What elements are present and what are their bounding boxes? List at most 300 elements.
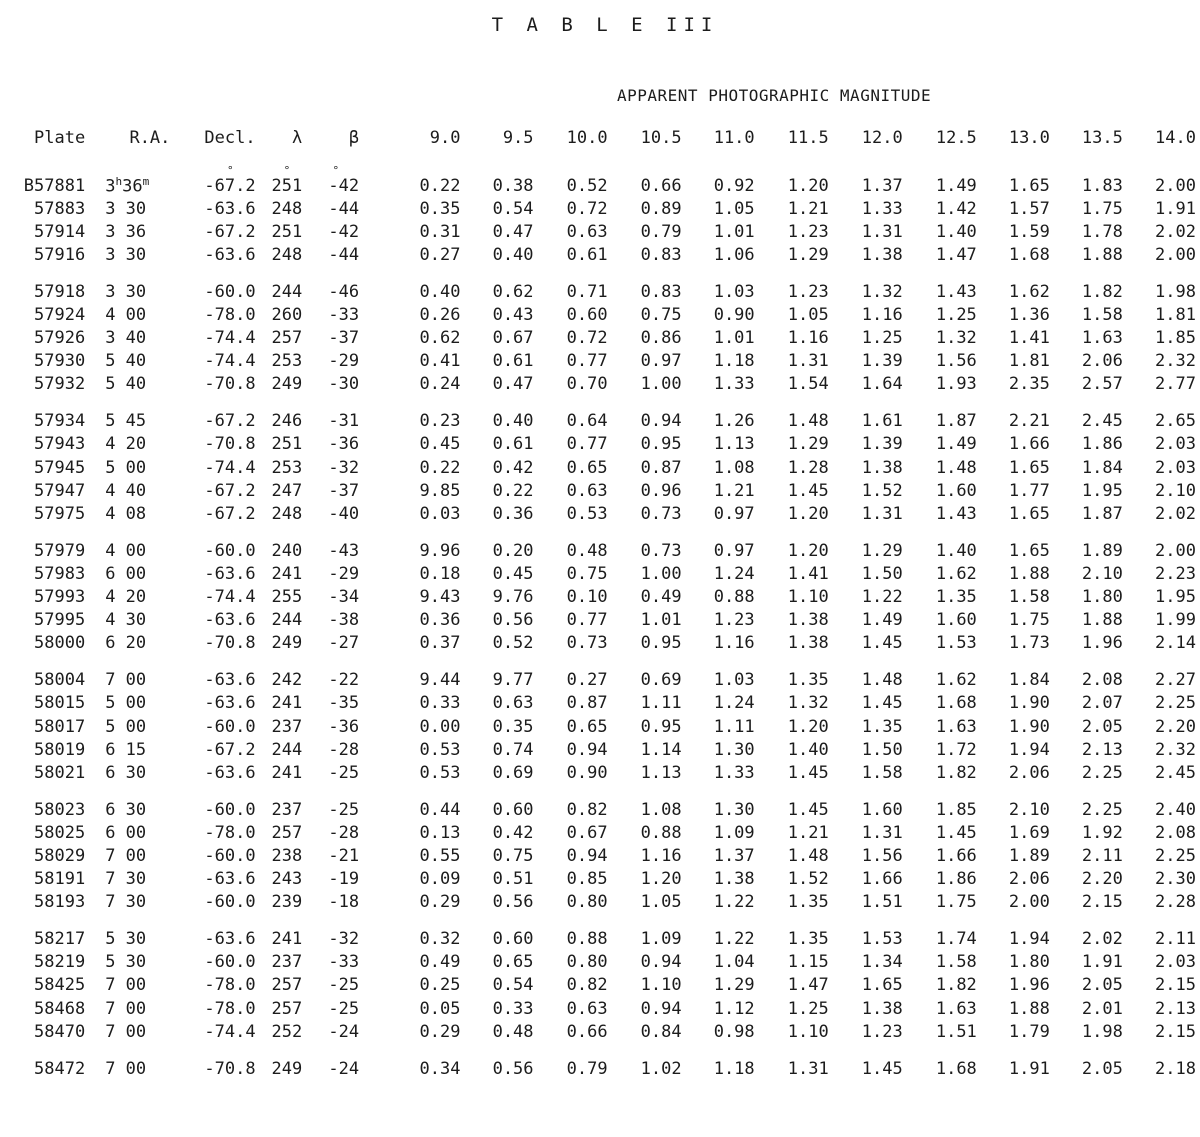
magnitude-cell: 1.50 bbox=[861, 739, 903, 760]
magnitude-cell: 0.60 bbox=[492, 799, 534, 820]
magnitude-cell: 0.23 bbox=[419, 411, 461, 432]
table-row bbox=[0, 951, 1196, 974]
magnitude-cell: 2.15 bbox=[1155, 975, 1196, 996]
magnitude-cell: 0.71 bbox=[566, 281, 608, 302]
magnitude-cell: 0.90 bbox=[566, 762, 608, 783]
magnitude-cell: 1.49 bbox=[935, 434, 977, 455]
magnitude-cell: 1.01 bbox=[713, 221, 755, 242]
magnitude-cell: 2.05 bbox=[1081, 975, 1123, 996]
magnitude-cell: 2.08 bbox=[1081, 670, 1123, 691]
magnitude-cell: 1.47 bbox=[935, 244, 977, 265]
magnitude-cell: 1.18 bbox=[713, 1058, 755, 1079]
lambda-cell: 253 bbox=[271, 351, 303, 372]
magnitude-cell: 0.44 bbox=[419, 799, 461, 820]
magnitude-cell: 1.03 bbox=[713, 281, 755, 302]
magnitude-cell: 1.45 bbox=[787, 762, 829, 783]
magnitude-cell: 1.58 bbox=[861, 762, 903, 783]
magnitude-cell: 1.82 bbox=[935, 975, 977, 996]
magnitude-cell: 0.75 bbox=[566, 563, 608, 584]
magnitude-cell: 0.45 bbox=[492, 563, 534, 584]
magnitude-cell: 1.58 bbox=[935, 952, 977, 973]
magnitude-cell: 1.16 bbox=[640, 845, 682, 866]
ra-cell: 6 00 bbox=[105, 563, 147, 584]
magnitude-cell: 1.31 bbox=[861, 221, 903, 242]
decl-cell: -60.0 bbox=[204, 716, 256, 737]
magnitude-cell: 0.88 bbox=[640, 822, 682, 843]
magnitude-cell: 1.08 bbox=[640, 799, 682, 820]
magnitude-cell: 2.03 bbox=[1155, 952, 1196, 973]
magnitude-cell: 0.03 bbox=[419, 503, 461, 524]
magnitude-cell: 1.32 bbox=[935, 328, 977, 349]
magnitude-cell: 0.05 bbox=[419, 998, 461, 1019]
magnitude-cell: 2.10 bbox=[1081, 563, 1123, 584]
decl-cell: -67.2 bbox=[204, 480, 256, 501]
lambda-cell: 246 bbox=[271, 411, 303, 432]
magnitude-cell: 1.13 bbox=[713, 434, 755, 455]
table-row bbox=[0, 586, 1196, 609]
magnitude-cell: 1.48 bbox=[787, 411, 829, 432]
ra-cell: 7 30 bbox=[105, 869, 147, 890]
lambda-cell: 237 bbox=[271, 952, 303, 973]
magnitude-cell: 0.45 bbox=[419, 434, 461, 455]
beta-cell: -35 bbox=[328, 693, 360, 714]
magnitude-cell: 1.29 bbox=[787, 434, 829, 455]
plate-cell: 58019 bbox=[34, 739, 86, 760]
magnitude-cell: 0.95 bbox=[640, 716, 682, 737]
plate-cell: 57883 bbox=[34, 198, 86, 219]
magnitude-cell: 1.09 bbox=[640, 929, 682, 950]
decl-cell: -63.6 bbox=[204, 869, 256, 890]
magnitude-cell: 0.60 bbox=[492, 929, 534, 950]
magnitude-cell: 1.81 bbox=[1155, 305, 1196, 326]
magnitude-cell: 1.92 bbox=[1081, 822, 1123, 843]
plate-cell: 57979 bbox=[34, 540, 86, 561]
magnitude-cell: 0.49 bbox=[640, 587, 682, 608]
magnitude-cell: 1.31 bbox=[787, 1058, 829, 1079]
magnitude-cell: 0.00 bbox=[419, 716, 461, 737]
plate-cell: 57916 bbox=[34, 244, 86, 265]
magnitude-cell: 0.94 bbox=[640, 952, 682, 973]
decl-cell: -74.4 bbox=[204, 457, 256, 478]
magnitude-cell: 1.80 bbox=[1081, 587, 1123, 608]
magnitude-cell: 0.38 bbox=[492, 175, 534, 196]
magnitude-cell: 1.64 bbox=[861, 374, 903, 395]
magnitude-cell: 1.45 bbox=[787, 799, 829, 820]
magnitude-cell: 1.32 bbox=[787, 693, 829, 714]
magnitude-cell: 0.63 bbox=[566, 221, 608, 242]
table-row bbox=[0, 350, 1196, 373]
magnitude-cell: 1.60 bbox=[935, 610, 977, 631]
magnitude-cell: 1.79 bbox=[1008, 1021, 1050, 1042]
magnitude-cell: 0.43 bbox=[492, 305, 534, 326]
magnitude-cell: 1.68 bbox=[1008, 244, 1050, 265]
beta-cell: -25 bbox=[328, 975, 360, 996]
decl-cell: -74.4 bbox=[204, 328, 256, 349]
magnitude-cell: 1.16 bbox=[861, 305, 903, 326]
magnitude-cell: 1.81 bbox=[1008, 351, 1050, 372]
ra-cell: 7 00 bbox=[105, 1058, 147, 1079]
plate-cell: 57914 bbox=[34, 221, 86, 242]
lambda-cell: 237 bbox=[271, 716, 303, 737]
magnitude-cell: 0.13 bbox=[419, 822, 461, 843]
plate-cell: 58472 bbox=[34, 1058, 86, 1079]
magnitude-cell: 2.32 bbox=[1155, 351, 1196, 372]
plate-cell: 58425 bbox=[34, 975, 86, 996]
magnitude-cell: 1.35 bbox=[861, 716, 903, 737]
magnitude-cell: 0.88 bbox=[566, 929, 608, 950]
lambda-cell: 242 bbox=[271, 670, 303, 691]
magnitude-cell: 1.75 bbox=[1081, 198, 1123, 219]
magnitude-cell: 0.52 bbox=[566, 175, 608, 196]
ra-cell: 7 30 bbox=[105, 892, 147, 913]
magnitude-cell: 2.20 bbox=[1081, 869, 1123, 890]
magnitude-cell: 2.21 bbox=[1008, 411, 1050, 432]
magnitude-cell: 0.73 bbox=[640, 503, 682, 524]
magnitude-cell: 1.25 bbox=[787, 998, 829, 1019]
magnitude-cell: 1.00 bbox=[640, 374, 682, 395]
magnitude-cell: 1.85 bbox=[935, 799, 977, 820]
magnitude-cell: 9.43 bbox=[419, 587, 461, 608]
plate-cell: 57995 bbox=[34, 610, 86, 631]
degree-mark: ° bbox=[226, 164, 234, 177]
magnitude-cell: 1.23 bbox=[787, 221, 829, 242]
ra-cell: 6 15 bbox=[105, 739, 147, 760]
beta-cell: -37 bbox=[328, 328, 360, 349]
magnitude-cell: 0.29 bbox=[419, 1021, 461, 1042]
beta-cell: -31 bbox=[328, 411, 360, 432]
magnitude-cell: 0.67 bbox=[492, 328, 534, 349]
magnitude-cell: 1.59 bbox=[1008, 221, 1050, 242]
magnitude-cell: 1.33 bbox=[861, 198, 903, 219]
table-row bbox=[0, 1020, 1196, 1043]
magnitude-cell: 1.99 bbox=[1155, 610, 1196, 631]
decl-cell: -63.6 bbox=[204, 762, 256, 783]
magnitude-cell: 0.63 bbox=[492, 693, 534, 714]
table-row bbox=[0, 692, 1196, 715]
decl-cell: -78.0 bbox=[204, 305, 256, 326]
magnitude-cell: 2.05 bbox=[1081, 716, 1123, 737]
magnitude-cell: 1.66 bbox=[1008, 434, 1050, 455]
plate-cell: 57918 bbox=[34, 281, 86, 302]
magnitude-cell: 0.61 bbox=[492, 434, 534, 455]
beta-cell: -37 bbox=[328, 480, 360, 501]
beta-cell: -33 bbox=[328, 305, 360, 326]
beta-cell: -44 bbox=[328, 198, 360, 219]
ra-cell: 7 00 bbox=[105, 845, 147, 866]
beta-cell: -38 bbox=[328, 610, 360, 631]
beta-cell: -29 bbox=[328, 351, 360, 372]
magnitude-cell: 1.53 bbox=[861, 929, 903, 950]
magnitude-cell: 2.00 bbox=[1155, 175, 1196, 196]
magnitude-cell: 1.45 bbox=[861, 1058, 903, 1079]
beta-cell: -46 bbox=[328, 281, 360, 302]
magnitude-cell: 1.73 bbox=[1008, 633, 1050, 654]
column-header: R.A. bbox=[129, 128, 171, 148]
decl-cell: -67.2 bbox=[204, 411, 256, 432]
magnitude-cell: 2.57 bbox=[1081, 374, 1123, 395]
magnitude-cell: 1.87 bbox=[935, 411, 977, 432]
beta-cell: -22 bbox=[328, 670, 360, 691]
plate-cell: 57983 bbox=[34, 563, 86, 584]
ra-cell: 5 45 bbox=[105, 411, 147, 432]
table-row bbox=[0, 844, 1196, 867]
magnitude-cell: 0.20 bbox=[492, 540, 534, 561]
plate-cell: 58015 bbox=[34, 693, 86, 714]
magnitude-cell: 0.22 bbox=[419, 175, 461, 196]
magnitude-cell: 2.05 bbox=[1081, 1058, 1123, 1079]
beta-value: -42 bbox=[328, 175, 360, 196]
table-row bbox=[0, 197, 1196, 220]
magnitude-cell: 0.53 bbox=[566, 503, 608, 524]
magnitude-cell: 1.04 bbox=[713, 952, 755, 973]
ra-cell: 6 30 bbox=[105, 799, 147, 820]
magnitude-cell: 9.76 bbox=[492, 587, 534, 608]
column-header: λ bbox=[292, 128, 303, 148]
magnitude-cell: 1.26 bbox=[713, 411, 755, 432]
ra-cell: 4 20 bbox=[105, 587, 147, 608]
magnitude-cell: 0.77 bbox=[566, 610, 608, 631]
table-row bbox=[0, 502, 1196, 525]
magnitude-cell: 1.37 bbox=[713, 845, 755, 866]
magnitude-cell: 1.98 bbox=[1155, 281, 1196, 302]
magnitude-cell: 0.54 bbox=[492, 198, 534, 219]
decl-cell: -67.2 bbox=[204, 739, 256, 760]
lambda-cell: 244 bbox=[271, 281, 303, 302]
column-header: 13.0 bbox=[1008, 128, 1050, 148]
lambda-cell: 249 bbox=[271, 374, 303, 395]
beta-cell: -25 bbox=[328, 799, 360, 820]
lambda-cell: 257 bbox=[271, 998, 303, 1019]
magnitude-cell: 1.43 bbox=[935, 503, 977, 524]
lambda-cell: 243 bbox=[271, 869, 303, 890]
magnitude-cell: 1.65 bbox=[861, 975, 903, 996]
magnitude-cell: 1.84 bbox=[1008, 670, 1050, 691]
magnitude-cell: 1.20 bbox=[787, 175, 829, 196]
magnitude-cell: 1.40 bbox=[935, 540, 977, 561]
magnitude-cell: 1.48 bbox=[861, 670, 903, 691]
plate-cell: 58023 bbox=[34, 799, 86, 820]
table-row bbox=[0, 609, 1196, 632]
lambda-cell: 249 bbox=[271, 633, 303, 654]
magnitude-cell: 1.82 bbox=[1081, 281, 1123, 302]
magnitude-cell: 2.06 bbox=[1008, 762, 1050, 783]
magnitude-cell: 1.08 bbox=[713, 457, 755, 478]
magnitude-cell: 1.82 bbox=[935, 762, 977, 783]
magnitude-cell: 1.45 bbox=[935, 822, 977, 843]
magnitude-cell: 1.75 bbox=[935, 892, 977, 913]
magnitude-cell: 1.88 bbox=[1008, 998, 1050, 1019]
magnitude-cell: 1.91 bbox=[1081, 952, 1123, 973]
magnitude-cell: 0.94 bbox=[640, 411, 682, 432]
decl-cell: -74.4 bbox=[204, 351, 256, 372]
magnitude-cell: 0.82 bbox=[566, 975, 608, 996]
magnitude-cell: 0.84 bbox=[640, 1021, 682, 1042]
magnitude-cell: 2.45 bbox=[1081, 411, 1123, 432]
beta-cell: -18 bbox=[328, 892, 360, 913]
magnitude-cell: 1.89 bbox=[1081, 540, 1123, 561]
plate-cell: 58217 bbox=[34, 929, 86, 950]
plate-cell: 58000 bbox=[34, 633, 86, 654]
ra-cell: 5 00 bbox=[105, 693, 147, 714]
magnitude-cell: 0.36 bbox=[492, 503, 534, 524]
magnitude-cell: 9.85 bbox=[419, 480, 461, 501]
magnitude-cell: 0.36 bbox=[419, 610, 461, 631]
magnitude-cell: 0.24 bbox=[419, 374, 461, 395]
magnitude-cell: 1.49 bbox=[935, 175, 977, 196]
decl-cell: -70.8 bbox=[204, 1058, 256, 1079]
magnitude-cell: 1.02 bbox=[640, 1058, 682, 1079]
magnitude-cell: 1.38 bbox=[861, 998, 903, 1019]
decl-cell: -60.0 bbox=[204, 892, 256, 913]
magnitude-cell: 0.77 bbox=[566, 351, 608, 372]
magnitude-cell: 1.21 bbox=[787, 198, 829, 219]
ra-cell: 5 00 bbox=[105, 457, 147, 478]
table-row bbox=[0, 891, 1196, 914]
magnitude-cell: 2.06 bbox=[1081, 351, 1123, 372]
magnitude-table bbox=[0, 128, 1196, 1080]
magnitude-cell: 1.01 bbox=[640, 610, 682, 631]
table-row bbox=[0, 997, 1196, 1020]
magnitude-cell: 0.09 bbox=[419, 869, 461, 890]
magnitude-cell: 1.57 bbox=[1008, 198, 1050, 219]
magnitude-cell: 1.45 bbox=[861, 693, 903, 714]
decl-cell: -60.0 bbox=[204, 845, 256, 866]
magnitude-cell: 0.22 bbox=[492, 480, 534, 501]
ra-cell: 7 00 bbox=[105, 975, 147, 996]
magnitude-cell: 1.29 bbox=[787, 244, 829, 265]
magnitude-cell: 0.96 bbox=[640, 480, 682, 501]
magnitude-cell: 1.45 bbox=[787, 480, 829, 501]
magnitude-cell: 1.15 bbox=[787, 952, 829, 973]
table-row bbox=[0, 243, 1196, 266]
magnitude-cell: 1.05 bbox=[787, 305, 829, 326]
table-row bbox=[0, 914, 1196, 951]
lambda-cell: 244 bbox=[271, 610, 303, 631]
magnitude-cell: 1.32 bbox=[861, 281, 903, 302]
plate-cell: 57930 bbox=[34, 351, 86, 372]
magnitude-cell: 9.96 bbox=[419, 540, 461, 561]
magnitude-cell: 1.88 bbox=[1008, 563, 1050, 584]
magnitude-cell: 1.93 bbox=[935, 374, 977, 395]
magnitude-cell: 1.60 bbox=[935, 480, 977, 501]
table-row bbox=[0, 373, 1196, 396]
magnitude-cell: 2.11 bbox=[1155, 929, 1196, 950]
magnitude-cell: 1.94 bbox=[1008, 739, 1050, 760]
magnitude-cell: 0.86 bbox=[640, 328, 682, 349]
magnitude-cell: 1.37 bbox=[861, 175, 903, 196]
decl-cell bbox=[170, 162, 255, 197]
ra-minute-unit: m bbox=[142, 174, 150, 188]
magnitude-cell: 0.83 bbox=[640, 244, 682, 265]
magnitude-cell: 1.30 bbox=[713, 739, 755, 760]
magnitude-cell: 1.88 bbox=[1081, 610, 1123, 631]
magnitude-cell: 1.16 bbox=[713, 633, 755, 654]
magnitude-cell: 1.09 bbox=[713, 822, 755, 843]
decl-cell: -74.4 bbox=[204, 587, 256, 608]
beta-cell: -44 bbox=[328, 244, 360, 265]
magnitude-cell: 0.83 bbox=[640, 281, 682, 302]
magnitude-cell: 1.35 bbox=[787, 892, 829, 913]
ra-cell: 3 40 bbox=[105, 328, 147, 349]
magnitude-cell: 0.69 bbox=[640, 670, 682, 691]
ra-hour-unit: h bbox=[115, 174, 123, 188]
magnitude-cell: 2.00 bbox=[1008, 892, 1050, 913]
magnitude-cell: 0.37 bbox=[419, 633, 461, 654]
magnitude-cell: 1.98 bbox=[1081, 1021, 1123, 1042]
magnitude-cell: 1.90 bbox=[1008, 693, 1050, 714]
decl-cell: -67.2 bbox=[204, 503, 256, 524]
table-row bbox=[0, 562, 1196, 585]
magnitude-cell: 1.23 bbox=[861, 1021, 903, 1042]
magnitude-cell: 1.41 bbox=[1008, 328, 1050, 349]
beta-cell: -28 bbox=[328, 822, 360, 843]
magnitude-cell: 1.11 bbox=[713, 716, 755, 737]
magnitude-cell: 1.20 bbox=[787, 716, 829, 737]
decl-cell: -63.6 bbox=[204, 198, 256, 219]
magnitude-cell: 0.97 bbox=[713, 540, 755, 561]
lambda-cell: 240 bbox=[271, 540, 303, 561]
magnitude-cell: 0.87 bbox=[566, 693, 608, 714]
beta-cell: -36 bbox=[328, 434, 360, 455]
lambda-cell: 257 bbox=[271, 328, 303, 349]
magnitude-cell: 2.00 bbox=[1155, 244, 1196, 265]
magnitude-cell: 0.75 bbox=[492, 845, 534, 866]
beta-cell: -43 bbox=[328, 540, 360, 561]
magnitude-cell: 0.40 bbox=[419, 281, 461, 302]
ra-cell: 4 30 bbox=[105, 610, 147, 631]
ra-cell: 3 36 bbox=[105, 221, 147, 242]
magnitude-cell: 0.66 bbox=[640, 175, 682, 196]
magnitude-cell: 1.13 bbox=[640, 762, 682, 783]
plate-cell: 57943 bbox=[34, 434, 86, 455]
plate-cell: 58468 bbox=[34, 998, 86, 1019]
magnitude-cell: 1.10 bbox=[640, 975, 682, 996]
column-header: 10.0 bbox=[566, 128, 608, 148]
magnitude-cell: 0.40 bbox=[492, 244, 534, 265]
ra-minutes: 36 bbox=[122, 176, 143, 197]
beta-cell: -32 bbox=[328, 929, 360, 950]
magnitude-cell: 1.56 bbox=[935, 351, 977, 372]
magnitude-cell: 1.33 bbox=[713, 762, 755, 783]
magnitude-cell: 1.10 bbox=[787, 587, 829, 608]
magnitude-cell: 2.14 bbox=[1155, 633, 1196, 654]
lambda-cell: 241 bbox=[271, 929, 303, 950]
table-row bbox=[0, 396, 1196, 433]
magnitude-cell: 0.66 bbox=[566, 1021, 608, 1042]
magnitude-cell: 1.22 bbox=[713, 892, 755, 913]
magnitude-cell: 1.51 bbox=[935, 1021, 977, 1042]
magnitude-cell: 1.58 bbox=[1008, 587, 1050, 608]
magnitude-cell: 2.30 bbox=[1155, 869, 1196, 890]
magnitude-cell: 0.49 bbox=[419, 952, 461, 973]
beta-cell: -42 bbox=[328, 221, 360, 242]
magnitude-cell: 0.61 bbox=[492, 351, 534, 372]
magnitude-cell: 2.02 bbox=[1155, 503, 1196, 524]
magnitude-cell: 1.05 bbox=[640, 892, 682, 913]
magnitude-cell: 0.47 bbox=[492, 221, 534, 242]
ra-hours: 3 bbox=[105, 176, 116, 197]
decl-cell: -70.8 bbox=[204, 374, 256, 395]
magnitude-cell: 0.18 bbox=[419, 563, 461, 584]
magnitude-cell: 0.41 bbox=[419, 351, 461, 372]
magnitude-cell: 2.15 bbox=[1081, 892, 1123, 913]
table-row bbox=[0, 1043, 1196, 1080]
magnitude-cell: 1.21 bbox=[713, 480, 755, 501]
magnitude-cell: 0.52 bbox=[492, 633, 534, 654]
magnitude-cell: 1.62 bbox=[935, 670, 977, 691]
ra-cell: 6 20 bbox=[105, 633, 147, 654]
decl-cell: -60.0 bbox=[204, 952, 256, 973]
